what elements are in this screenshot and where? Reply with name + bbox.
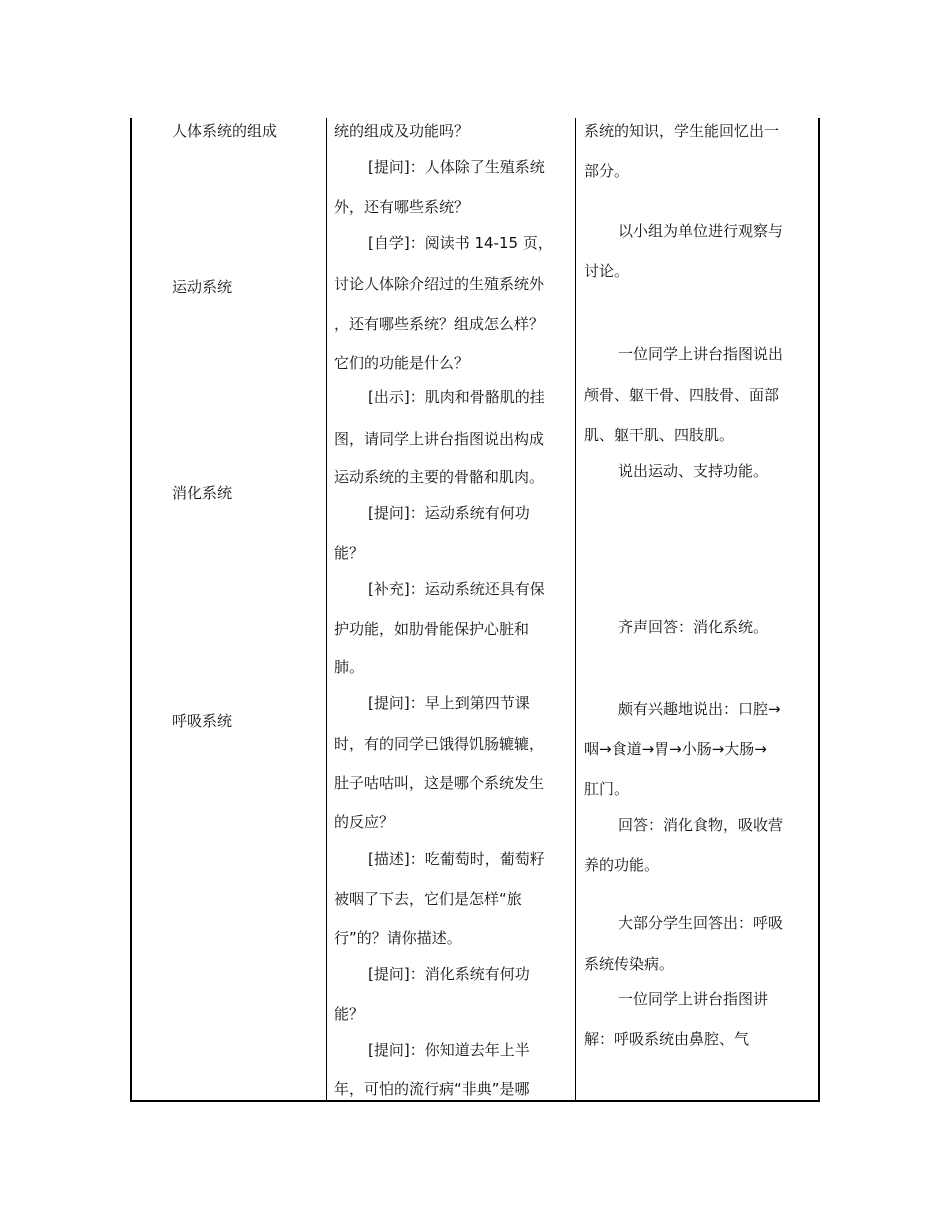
text-line: 肚子咕咕叫，这是哪个系统发生 xyxy=(334,774,545,792)
text-line: [描述]：吃葡萄时，葡萄籽 xyxy=(368,850,545,868)
text-line: 养的功能。 xyxy=(584,856,660,874)
section-label: 运动系统 xyxy=(172,278,233,296)
text-line: 大部分学生回答出：呼吸 xyxy=(618,914,784,932)
section-label: 呼吸系统 xyxy=(172,712,233,730)
text-line: 讨论人体除介绍过的生殖系统外 xyxy=(334,275,545,293)
column-divider-1 xyxy=(326,118,327,1102)
text-line: 咽→食道→胃→小肠→大肠→ xyxy=(584,740,767,758)
text-line: 图，请同学上讲台指图说出构成 xyxy=(334,430,545,448)
column-divider-2 xyxy=(575,118,576,1102)
text-line: 解：呼吸系统由鼻腔、气 xyxy=(584,1030,750,1048)
text-line: 颅骨、躯干骨、四肢骨、面部 xyxy=(584,386,780,404)
text-line: [出示]：肌肉和骨骼肌的挂 xyxy=(368,388,545,406)
text-line: 肺。 xyxy=(334,658,365,676)
text-line: 一位同学上讲台指图说出 xyxy=(618,345,784,363)
section-label: 消化系统 xyxy=(172,484,233,502)
section-label: 人体系统的组成 xyxy=(172,122,278,140)
text-line: 回答：消化食物，吸收营 xyxy=(618,816,784,834)
text-line: 讨论。 xyxy=(584,262,630,280)
text-line: 统的组成及功能吗？ xyxy=(334,122,470,140)
text-line: 以小组为单位进行观察与 xyxy=(618,222,784,240)
text-line: ，还有哪些系统？组成怎么样？ xyxy=(334,315,545,333)
text-line: 能？ xyxy=(334,544,365,562)
text-line: [提问]：早上到第四节课 xyxy=(368,694,530,712)
lesson-table xyxy=(130,118,820,1102)
text-line: 能？ xyxy=(334,1005,365,1023)
text-line: 被咽了下去，它们是怎样“旅 xyxy=(334,890,522,908)
text-line: [自学]：阅读书 14-15 页， xyxy=(368,234,553,252)
text-line: 行”的？请你描述。 xyxy=(334,929,462,947)
text-line: 齐声回答：消化系统。 xyxy=(618,618,769,636)
text-line: 的反应？ xyxy=(334,813,395,831)
text-line: 外，还有哪些系统？ xyxy=(334,198,470,216)
text-line: [提问]：你知道去年上半 xyxy=(368,1041,530,1059)
text-line: [提问]：人体除了生殖系统 xyxy=(368,158,545,176)
text-line: 一位同学上讲台指图讲 xyxy=(618,990,769,1008)
text-line: 系统的知识，学生能回忆出一 xyxy=(584,122,780,140)
text-line: [补充]：运动系统还具有保 xyxy=(368,580,545,598)
text-line: 说出运动、支持功能。 xyxy=(618,462,769,480)
text-line: 它们的功能是什么？ xyxy=(334,354,470,372)
text-line: 颇有兴趣地说出：口腔→ xyxy=(618,700,781,718)
text-line: 年，可怕的流行病“非典”是哪 xyxy=(334,1080,530,1098)
text-line: 部分。 xyxy=(584,162,630,180)
text-line: 肛门。 xyxy=(584,780,630,798)
text-line: [提问]：运动系统有何功 xyxy=(368,504,530,522)
text-line: 系统传染病。 xyxy=(584,955,675,973)
text-line: 运动系统的主要的骨骼和肌肉。 xyxy=(334,468,545,486)
text-line: 肌、躯干肌、四肢肌。 xyxy=(584,426,735,444)
text-line: [提问]：消化系统有何功 xyxy=(368,965,530,983)
text-line: 时，有的同学已饿得饥肠辘辘， xyxy=(334,735,545,753)
text-line: 护功能，如肋骨能保护心脏和 xyxy=(334,620,530,638)
